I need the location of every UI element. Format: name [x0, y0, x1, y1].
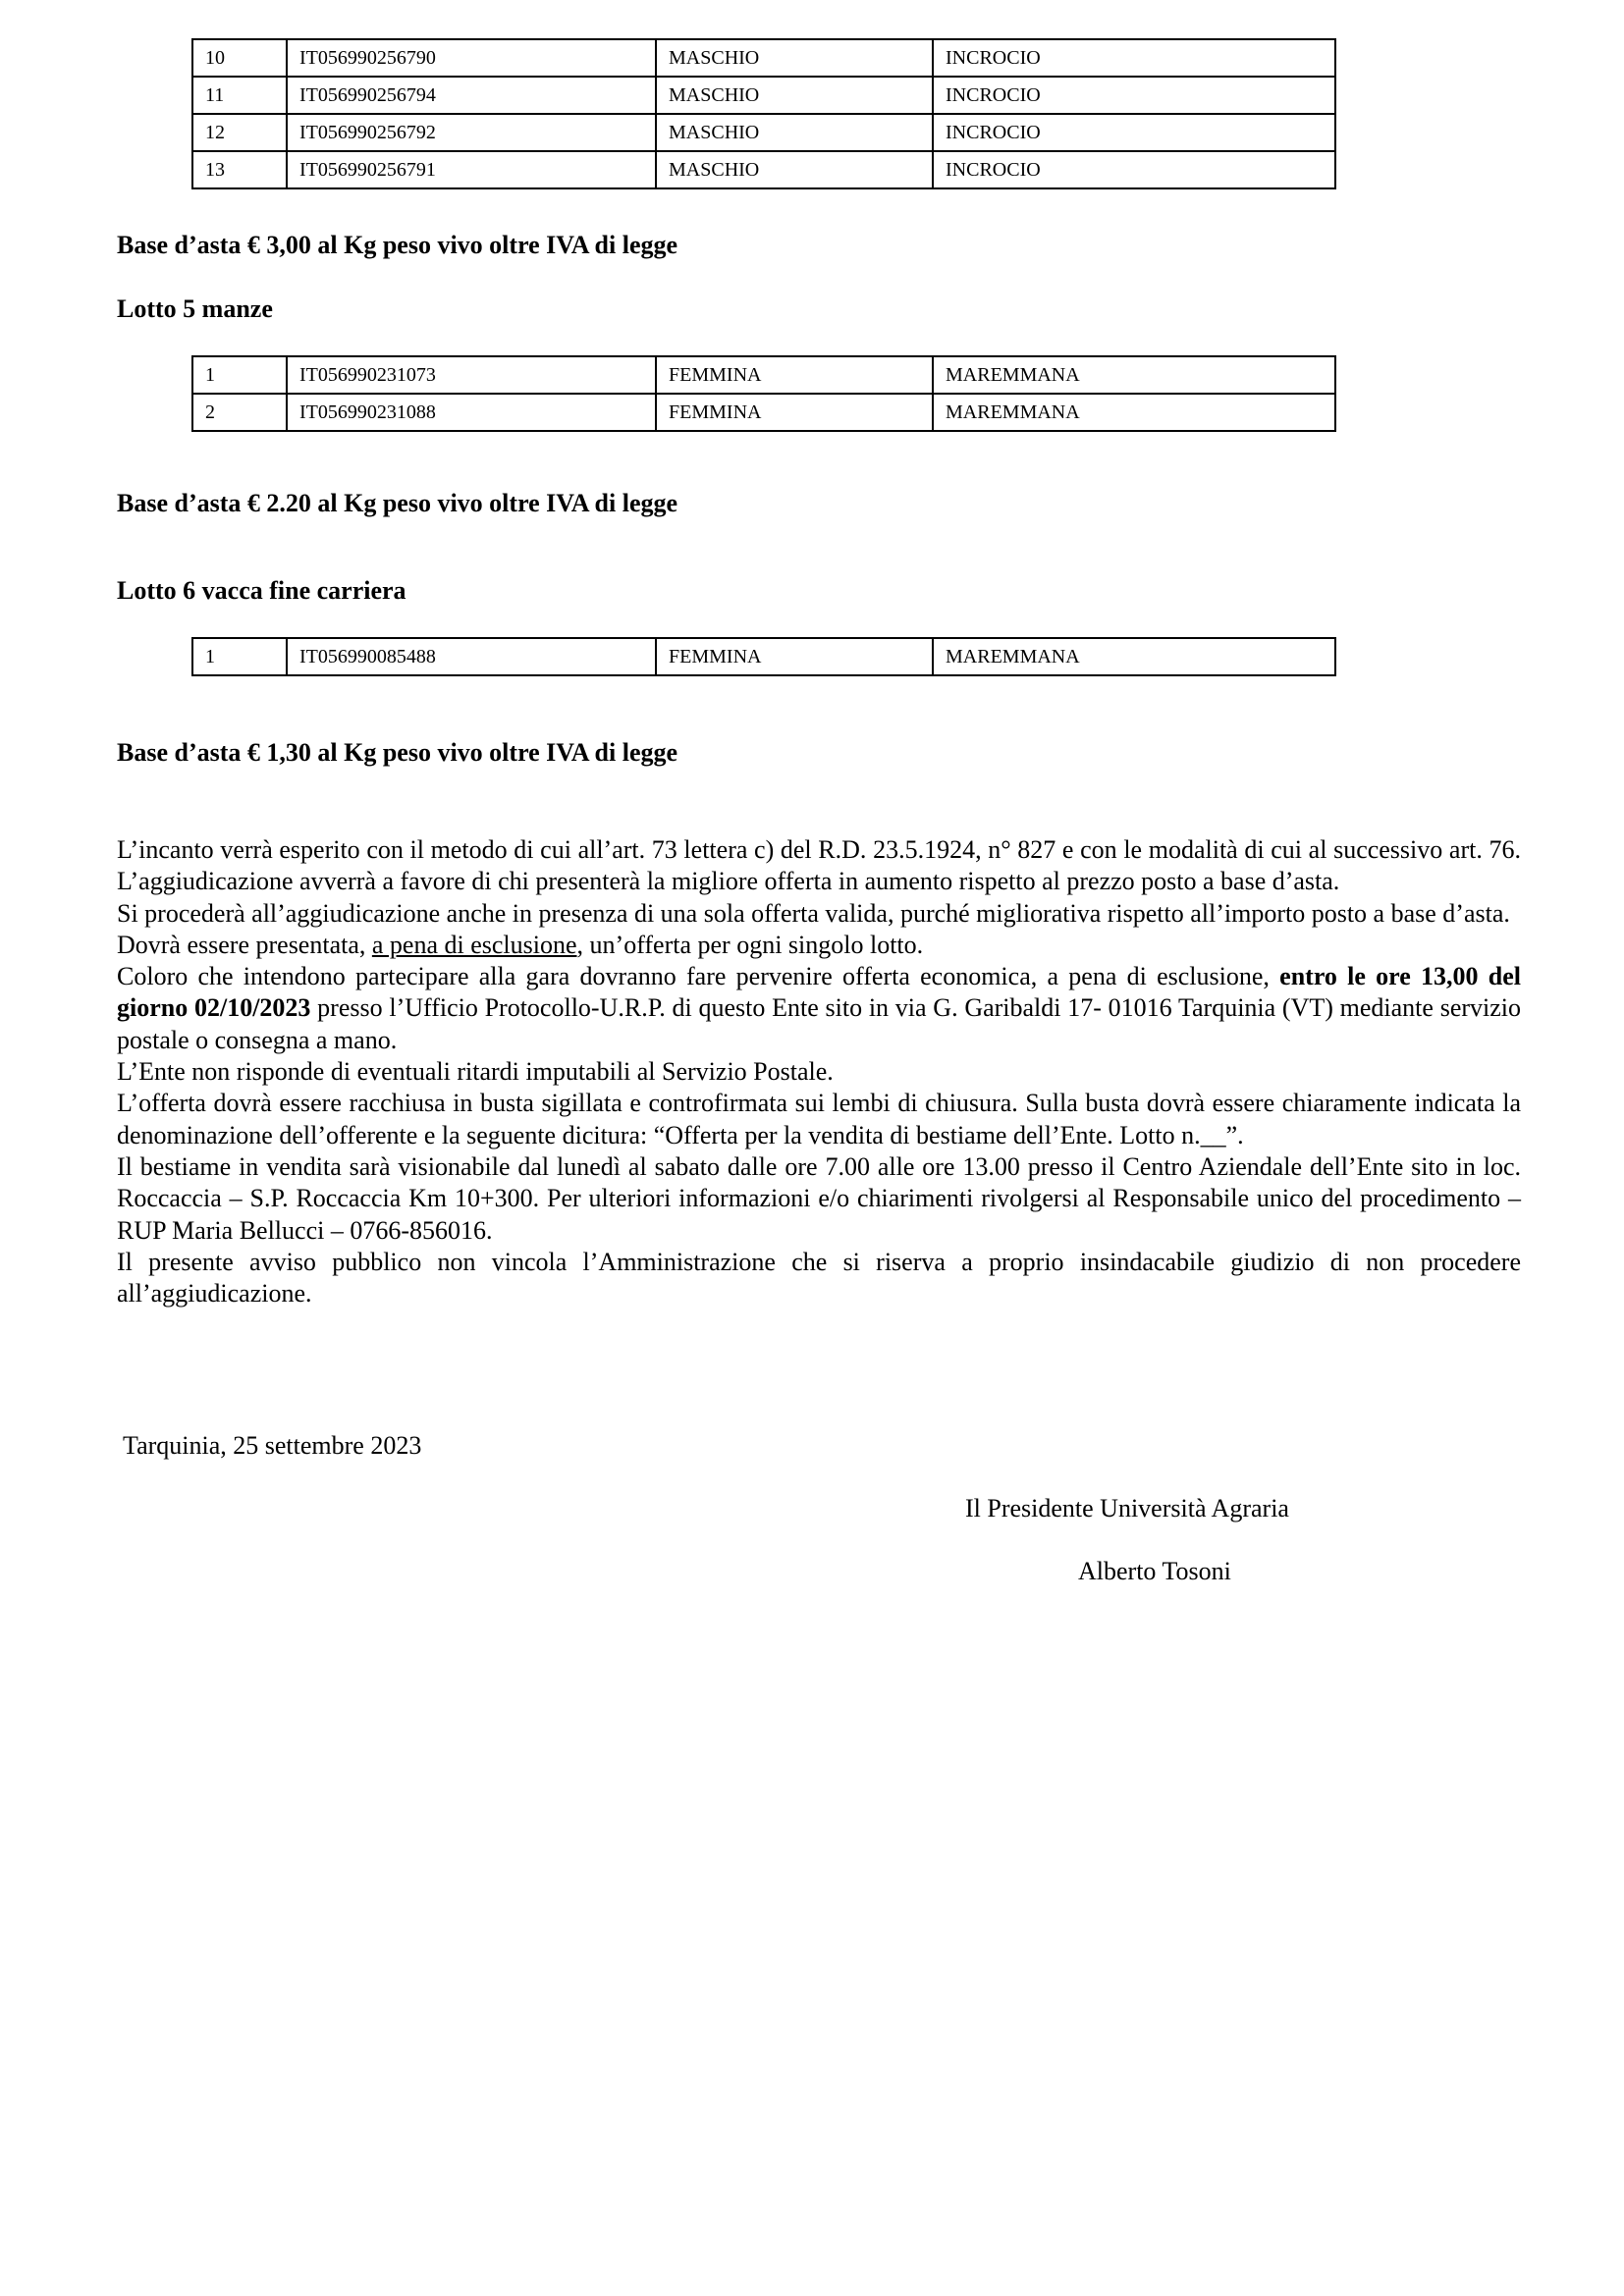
table-cell-number: 1 — [192, 638, 287, 675]
table-cell-breed: MAREMMANA — [933, 394, 1335, 431]
table-cell-id: IT056990256792 — [287, 114, 656, 151]
notice-body — [117, 834, 1521, 1309]
table-cell-sex: MASCHIO — [656, 114, 933, 151]
paragraph-disclaimer: Il presente avviso pubblico non vincola l’Amministrazione che si riserva a proprio insindacabile giudizio di non procedere all’aggiudicazione. — [117, 1247, 1521, 1308]
signatory-name: Alberto Tosoni — [1078, 1557, 1231, 1585]
paragraph-one-offer-per-lot — [117, 930, 1521, 961]
text-run: presso l’Ufficio Protocollo-U.R.P. di questo Ente sito in via G. Garibaldi 17- 01016 Tarquinia (VT) mediante servizio postale o consegna a mano. — [117, 993, 1521, 1054]
lotto5-table — [191, 355, 1336, 432]
table-cell-sex: MASCHIO — [656, 77, 933, 114]
base-asta-lotto5: Base d’asta € 2.20 al Kg peso vivo oltre IVA di legge — [117, 489, 678, 517]
table-cell-id: IT056990256794 — [287, 77, 656, 114]
table-cell-id: IT056990085488 — [287, 638, 656, 675]
table-cell-breed: MAREMMANA — [933, 638, 1335, 675]
table-cell-id: IT056990231088 — [287, 394, 656, 431]
table-cell-sex: MASCHIO — [656, 39, 933, 77]
table-row — [192, 77, 1335, 114]
paragraph-viewing: Il bestiame in vendita sarà visionabile dal lunedì al sabato dalle ore 7.00 alle ore 13.00 presso il Centro Aziendale dell’Ente sito in loc. Roccaccia – S.P. Roccaccia Km 10+300. Per ulteriori informazioni e/o chiarimenti rivolgersi al Responsabile unico del procedimento – RUP Maria Bellucci – 0766-856016. — [117, 1151, 1521, 1245]
lotto5-title: Lotto 5 manze — [117, 294, 273, 323]
table-cell-id: IT056990256790 — [287, 39, 656, 77]
table-cell-breed: INCROCIO — [933, 77, 1335, 114]
lotto4-table — [191, 38, 1336, 189]
table-row — [192, 394, 1335, 431]
table-cell-number: 2 — [192, 394, 287, 431]
signatory-title: Il Presidente Università Agraria — [965, 1494, 1289, 1522]
underlined-text: a pena di esclusione — [371, 930, 577, 959]
table-cell-number: 11 — [192, 77, 287, 114]
table-cell-breed: INCROCIO — [933, 39, 1335, 77]
table-cell-breed: MAREMMANA — [933, 356, 1335, 394]
table-cell-id: IT056990231073 — [287, 356, 656, 394]
text-run: Coloro che intendono partecipare alla gara dovranno fare pervenire offerta economica, a pena di esclusione, — [117, 962, 1280, 991]
paragraph-postal-delays: L’Ente non risponde di eventuali ritardi imputabili al Servizio Postale. — [117, 1057, 834, 1087]
table-cell-breed: INCROCIO — [933, 114, 1335, 151]
table-row — [192, 114, 1335, 151]
table-cell-breed: INCROCIO — [933, 151, 1335, 188]
lotto6-table — [191, 637, 1336, 676]
paragraph-envelope: L’offerta dovrà essere racchiusa in busta sigillata e controfirmata sui lembi di chiusura. Sulla busta dovrà essere chiaramente indicata la denominazione dell’offerente e la seguente dicitura: “Offerta per la vendita di bestiame dell’Ente. Lotto n.__”. — [117, 1089, 1521, 1149]
paragraph-single-offer: Si procederà all’aggiudicazione anche in presenza di una sola offerta valida, purché migliorativa rispetto all’importo posto a base d’asta. — [117, 898, 1510, 928]
table-cell-sex: FEMMINA — [656, 638, 933, 675]
text-run: Dovrà essere presentata, — [117, 930, 372, 959]
table-row — [192, 151, 1335, 188]
table-cell-sex: FEMMINA — [656, 394, 933, 431]
table-cell-id: IT056990256791 — [287, 151, 656, 188]
text-run: , un’offerta per ogni singolo lotto. — [576, 930, 924, 959]
table-cell-sex: MASCHIO — [656, 151, 933, 188]
place-date: Tarquinia, 25 settembre 2023 — [123, 1431, 422, 1460]
table-cell-sex: FEMMINA — [656, 356, 933, 394]
base-asta-lotto4: Base d’asta € 3,00 al Kg peso vivo oltre IVA di legge — [117, 231, 678, 259]
table-cell-number: 12 — [192, 114, 287, 151]
table-cell-number: 1 — [192, 356, 287, 394]
lotto6-title: Lotto 6 vacca fine carriera — [117, 576, 406, 605]
table-row — [192, 39, 1335, 77]
deadline-bold-text: entro le ore 13,00 del giorno 02/10/2023 — [117, 962, 1521, 1023]
table-cell-number: 10 — [192, 39, 287, 77]
table-row — [192, 638, 1335, 675]
table-cell-number: 13 — [192, 151, 287, 188]
paragraph-deadline — [117, 961, 1521, 1056]
base-asta-lotto6: Base d’asta € 1,30 al Kg peso vivo oltre IVA di legge — [117, 738, 678, 767]
table-row — [192, 356, 1335, 394]
paragraph-method: L’incanto verrà esperito con il metodo di cui all’art. 73 lettera c) del R.D. 23.5.1924, n° 827 e con le modalità di cui al successivo art. 76. L’aggiudicazione avverrà a favore di chi presenterà la migliore offerta in aumento rispetto al prezzo posto a base d’asta. — [117, 835, 1521, 896]
